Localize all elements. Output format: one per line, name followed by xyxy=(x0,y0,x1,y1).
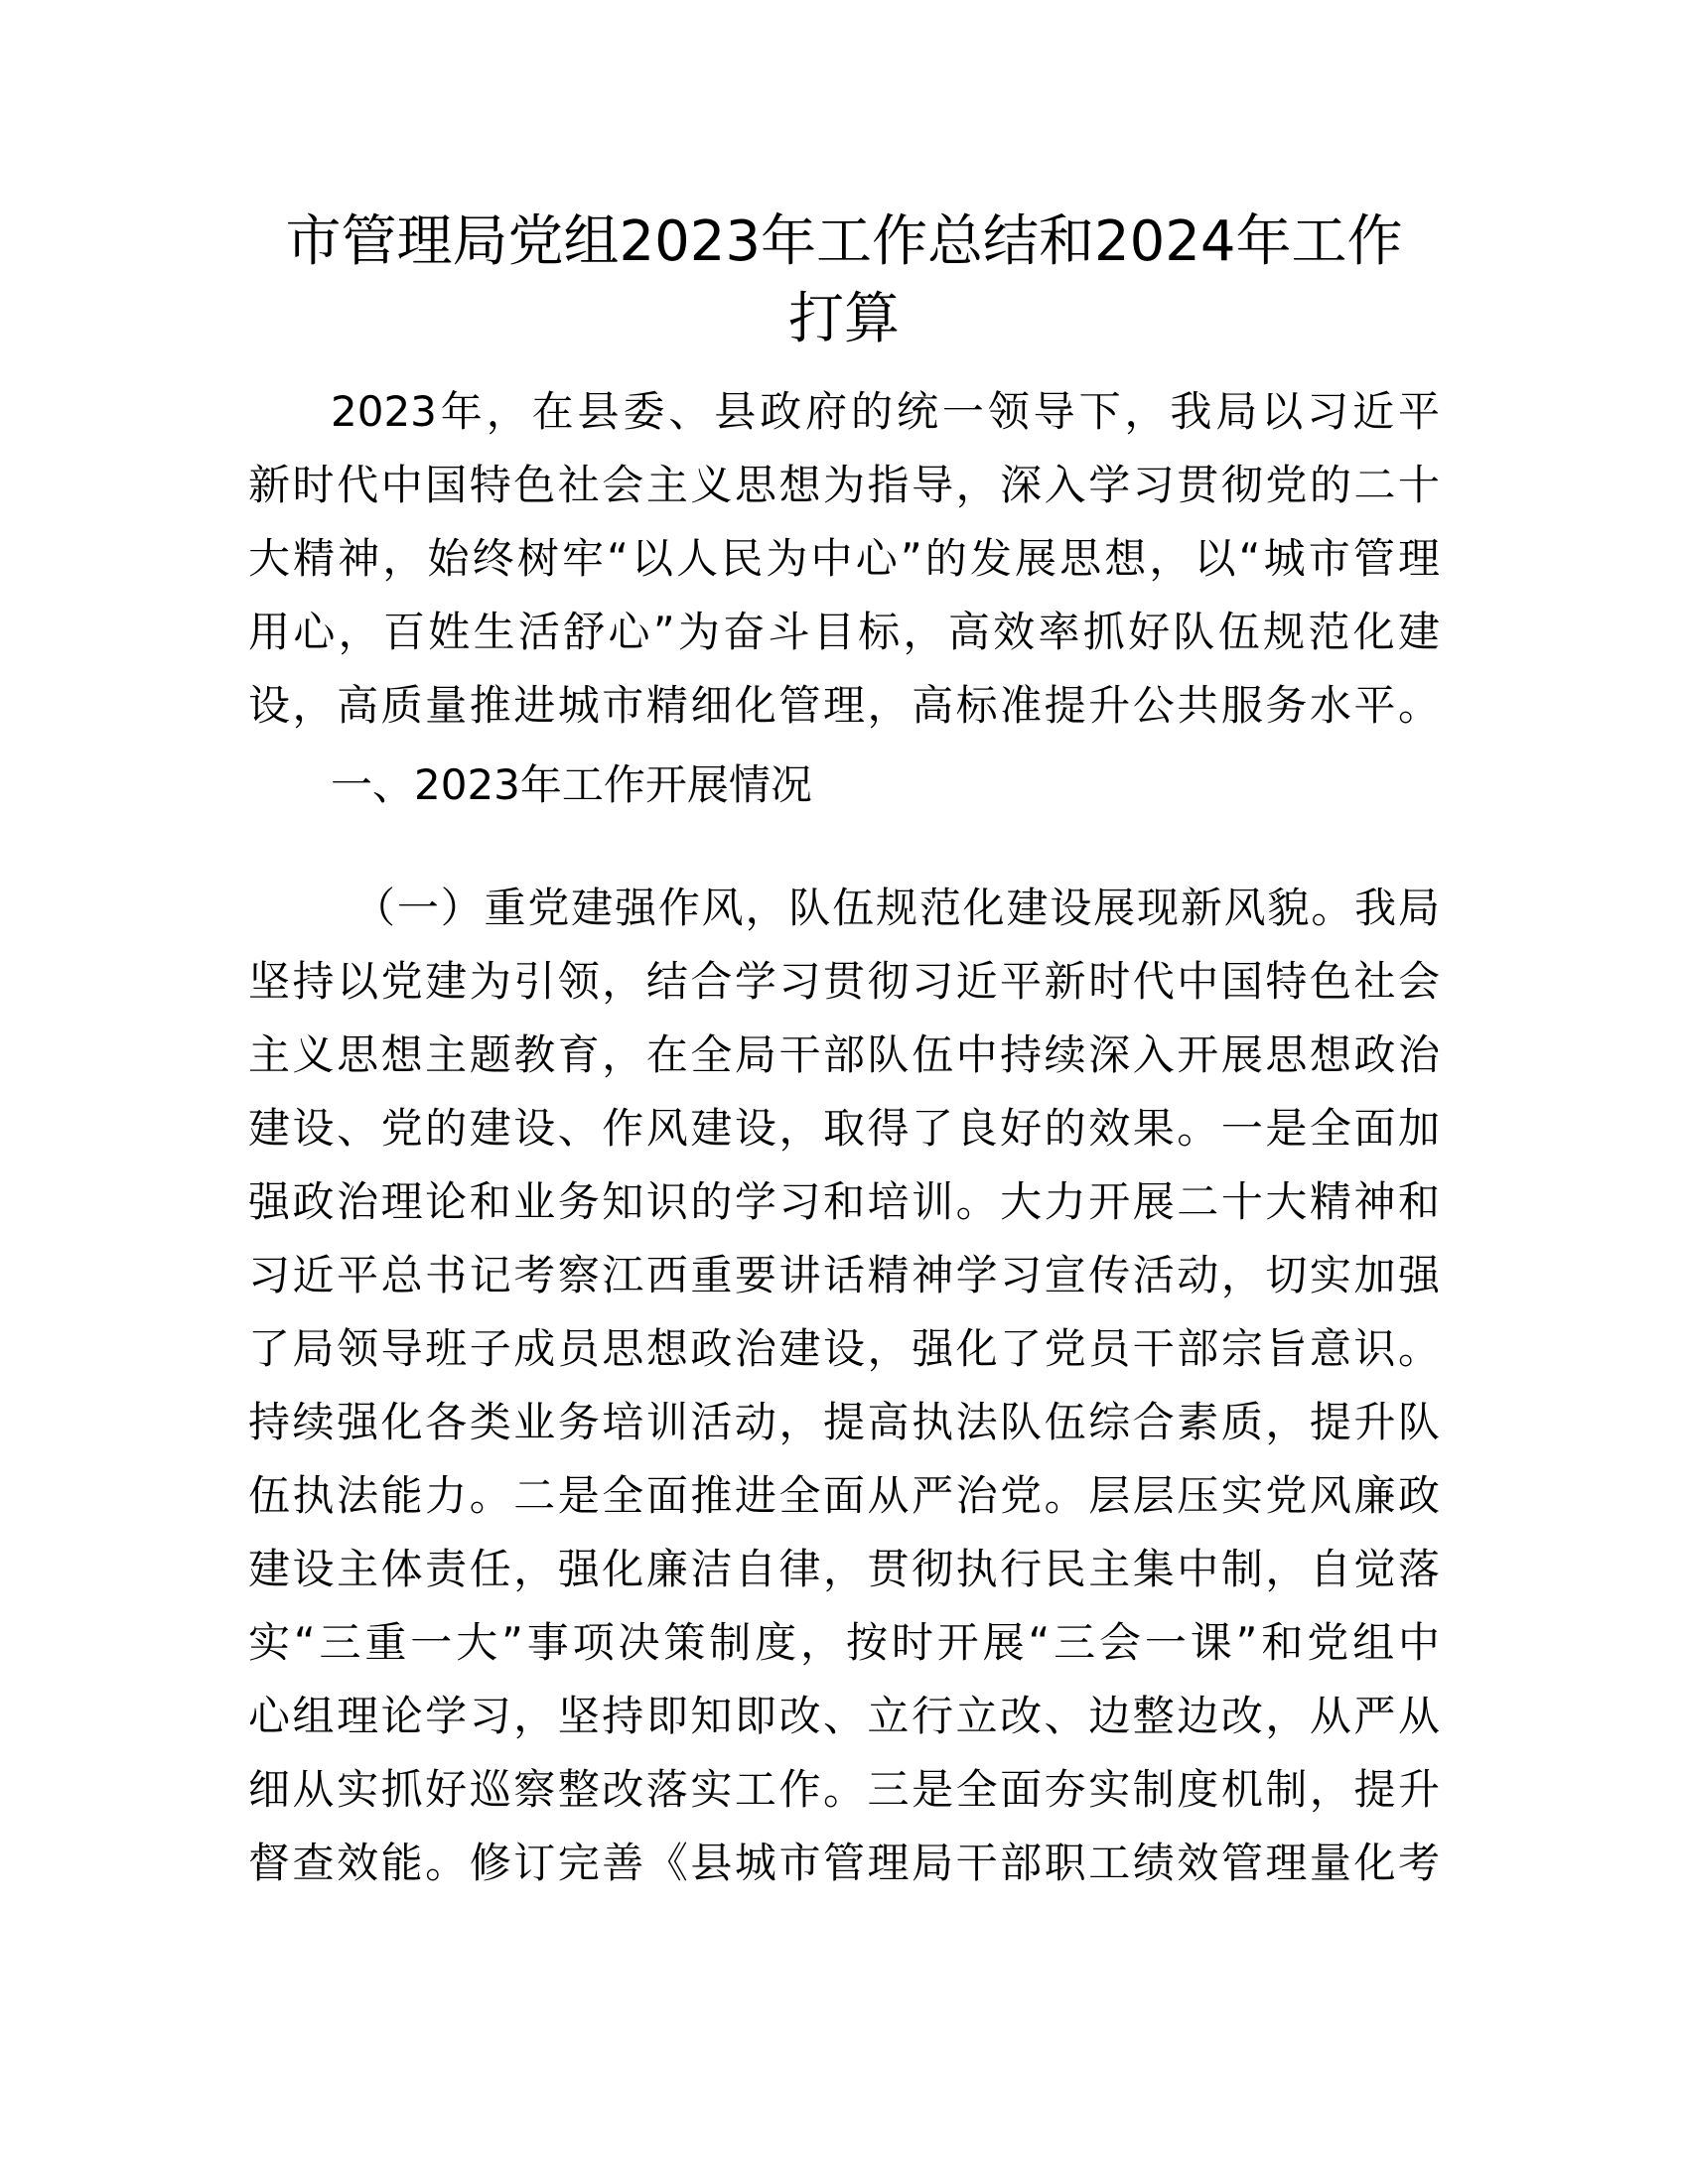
intro-line-5: 设，高质量推进城市精细化管理，高标准提升公共服务水平。 xyxy=(248,681,1440,730)
section-1-line-11: 实“三重一大”事项决策制度，按时开展“三会一课”和党组中 xyxy=(248,1618,1440,1667)
intro-line-2: 新时代中国特色社会主义思想为指导，深入学习贯彻党的二十 xyxy=(248,461,1440,509)
section-1-line-6: 习近平总书记考察江西重要讲话精神学习宣传活动，切实加强 xyxy=(248,1251,1440,1299)
section-1-line-3: 主义思想主题教育，在全局干部队伍中持续深入开展思想政治 xyxy=(248,1030,1440,1079)
section-1-line-2: 坚持以党建为引领，结合学习贯彻习近平新时代中国特色社会 xyxy=(248,957,1440,1006)
section-heading: 一、2023年工作开展情况 xyxy=(331,760,812,809)
section-1-line-8: 持续强化各类业务培训活动，提高执法队伍综合素质，提升队 xyxy=(248,1398,1440,1446)
intro-line-1: 2023年，在县委、县政府的统一领导下，我局以习近平 xyxy=(331,387,1440,436)
section-1-line-12: 心组理论学习，坚持即知即改、立行立改、边整边改，从严从 xyxy=(248,1692,1440,1740)
section-1-line-5: 强政治理论和业务知识的学习和培训。大力开展二十大精神和 xyxy=(248,1177,1440,1226)
section-1-line-14: 督查效能。修订完善《县城市管理局干部职工绩效管理量化考 xyxy=(248,1839,1440,1887)
section-1-line-7: 了局领导班子成员思想政治建设，强化了党员干部宗旨意识。 xyxy=(248,1324,1440,1373)
section-1-line-1: （一）重党建强作风，队伍规范化建设展现新风貌。我局 xyxy=(353,884,1440,932)
section-1-line-4: 建设、党的建设、作风建设，取得了良好的效果。一是全面加 xyxy=(248,1104,1440,1153)
document-title-line-1: 市管理局党组2023年工作总结和2024年工作 xyxy=(285,209,1403,274)
intro-line-3: 大精神，始终树牢“以人民为中心”的发展思想，以“城市管理 xyxy=(248,534,1440,583)
section-1-line-9: 伍执法能力。二是全面推进全面从严治党。层层压实党风廉政 xyxy=(248,1471,1440,1520)
document-title-line-2: 打算 xyxy=(788,287,900,351)
section-1-line-10: 建设主体责任，强化廉洁自律，贯彻执行民主集中制，自觉落 xyxy=(248,1545,1440,1593)
section-1-line-13: 细从实抓好巡察整改落实工作。三是全面夯实制度机制，提升 xyxy=(248,1765,1440,1814)
intro-line-4: 用心，百姓生活舒心”为奋斗目标，高效率抓好队伍规范化建 xyxy=(248,608,1440,656)
